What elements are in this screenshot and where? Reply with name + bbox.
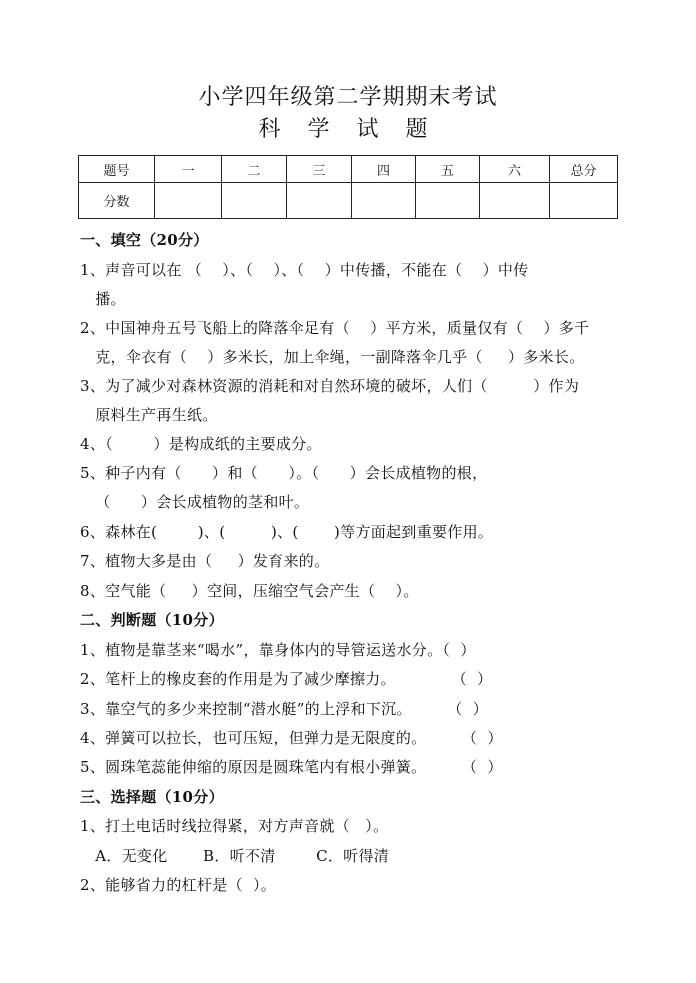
section-heading-true-false: 二、判断题（10分） <box>80 611 224 629</box>
section-heading-multiple-choice: 三、选择题（10分） <box>80 788 224 806</box>
table-header-cell: 五 <box>416 156 480 183</box>
question-line: 克，伞衣有（ ）多米长，加上伞绳，一副降落伞几乎（ ）多米长。 <box>80 348 585 366</box>
score-cell[interactable] <box>155 183 222 219</box>
score-cell[interactable] <box>352 183 416 219</box>
question-line: 1、植物是靠茎来“喝水”，靠身体内的导管运送水分。（ ） <box>80 641 476 659</box>
question-line: 播。 <box>80 290 126 308</box>
choice-options-line: A．无变化 B．听不清 C．听得清 <box>80 847 390 865</box>
question-line: 4、弹簧可以拉长，也可压短，但弹力是无限度的。 （ ） <box>80 729 503 747</box>
score-table <box>78 155 618 219</box>
table-header-cell: 二 <box>222 156 287 183</box>
table-header-cell: 六 <box>480 156 550 183</box>
score-cell[interactable] <box>222 183 287 219</box>
question-line: 1、声音可以在 （ ）、（ ）、（ ）中传播，不能在（ ）中传 <box>80 261 529 279</box>
question-line: 2、中国神舟五号飞船上的降落伞足有（ ）平方米，质量仅有（ ）多千 <box>80 319 590 337</box>
question-line: 2、笔杆上的橡皮套的作用是为了减少摩擦力。 （ ） <box>80 670 493 688</box>
question-line: 8、空气能（ ）空间，压缩空气会产生（ ）。 <box>80 582 419 600</box>
score-cell[interactable] <box>416 183 480 219</box>
question-line: （ ）会长成植物的茎和叶。 <box>80 493 310 511</box>
question-line: 3、为了减少对森林资源的消耗和对自然环境的破坏，人们（ ）作为 <box>80 377 580 395</box>
score-cell[interactable] <box>550 183 618 219</box>
question-line: 2、能够省力的杠杆是（ ）。 <box>80 876 277 894</box>
question-line: 1、打土电话时线拉得紧，对方声音就（ ）。 <box>80 817 389 835</box>
score-cell[interactable] <box>480 183 550 219</box>
question-line: 5、种子内有（ ）和（ ）。（ ）会长成植物的根， <box>80 464 488 482</box>
section-heading-fill-blank: 一、填空（20分） <box>80 231 209 249</box>
question-line: 原料生产再生纸。 <box>80 406 218 424</box>
question-line: 3、靠空气的多少来控制“潜水艇”的上浮和下沉。 （ ） <box>80 700 488 718</box>
score-cell[interactable] <box>287 183 352 219</box>
question-line: 4、（ ）是构成纸的主要成分。 <box>80 435 322 453</box>
table-header-cell: 四 <box>352 156 416 183</box>
question-line: 5、圆珠笔蕊能伸缩的原因是圆珠笔内有根小弹簧。 （ ） <box>80 758 503 776</box>
score-table-header-row <box>79 156 618 183</box>
score-row-label: 分数 <box>79 183 155 219</box>
table-header-cell: 一 <box>155 156 222 183</box>
exam-subtitle: 科 学 试 题 <box>258 117 438 142</box>
exam-title: 小学四年级第二学期期末考试 <box>198 85 498 110</box>
table-header-cell: 题号 <box>79 156 155 183</box>
table-header-cell: 总分 <box>550 156 618 183</box>
question-line: 7、植物大多是由（ ）发育来的。 <box>80 552 330 570</box>
question-line: 6、森林在( )、( )、( )等方面起到重要作用。 <box>80 523 494 541</box>
score-table-score-row <box>79 183 618 219</box>
table-header-cell: 三 <box>287 156 352 183</box>
